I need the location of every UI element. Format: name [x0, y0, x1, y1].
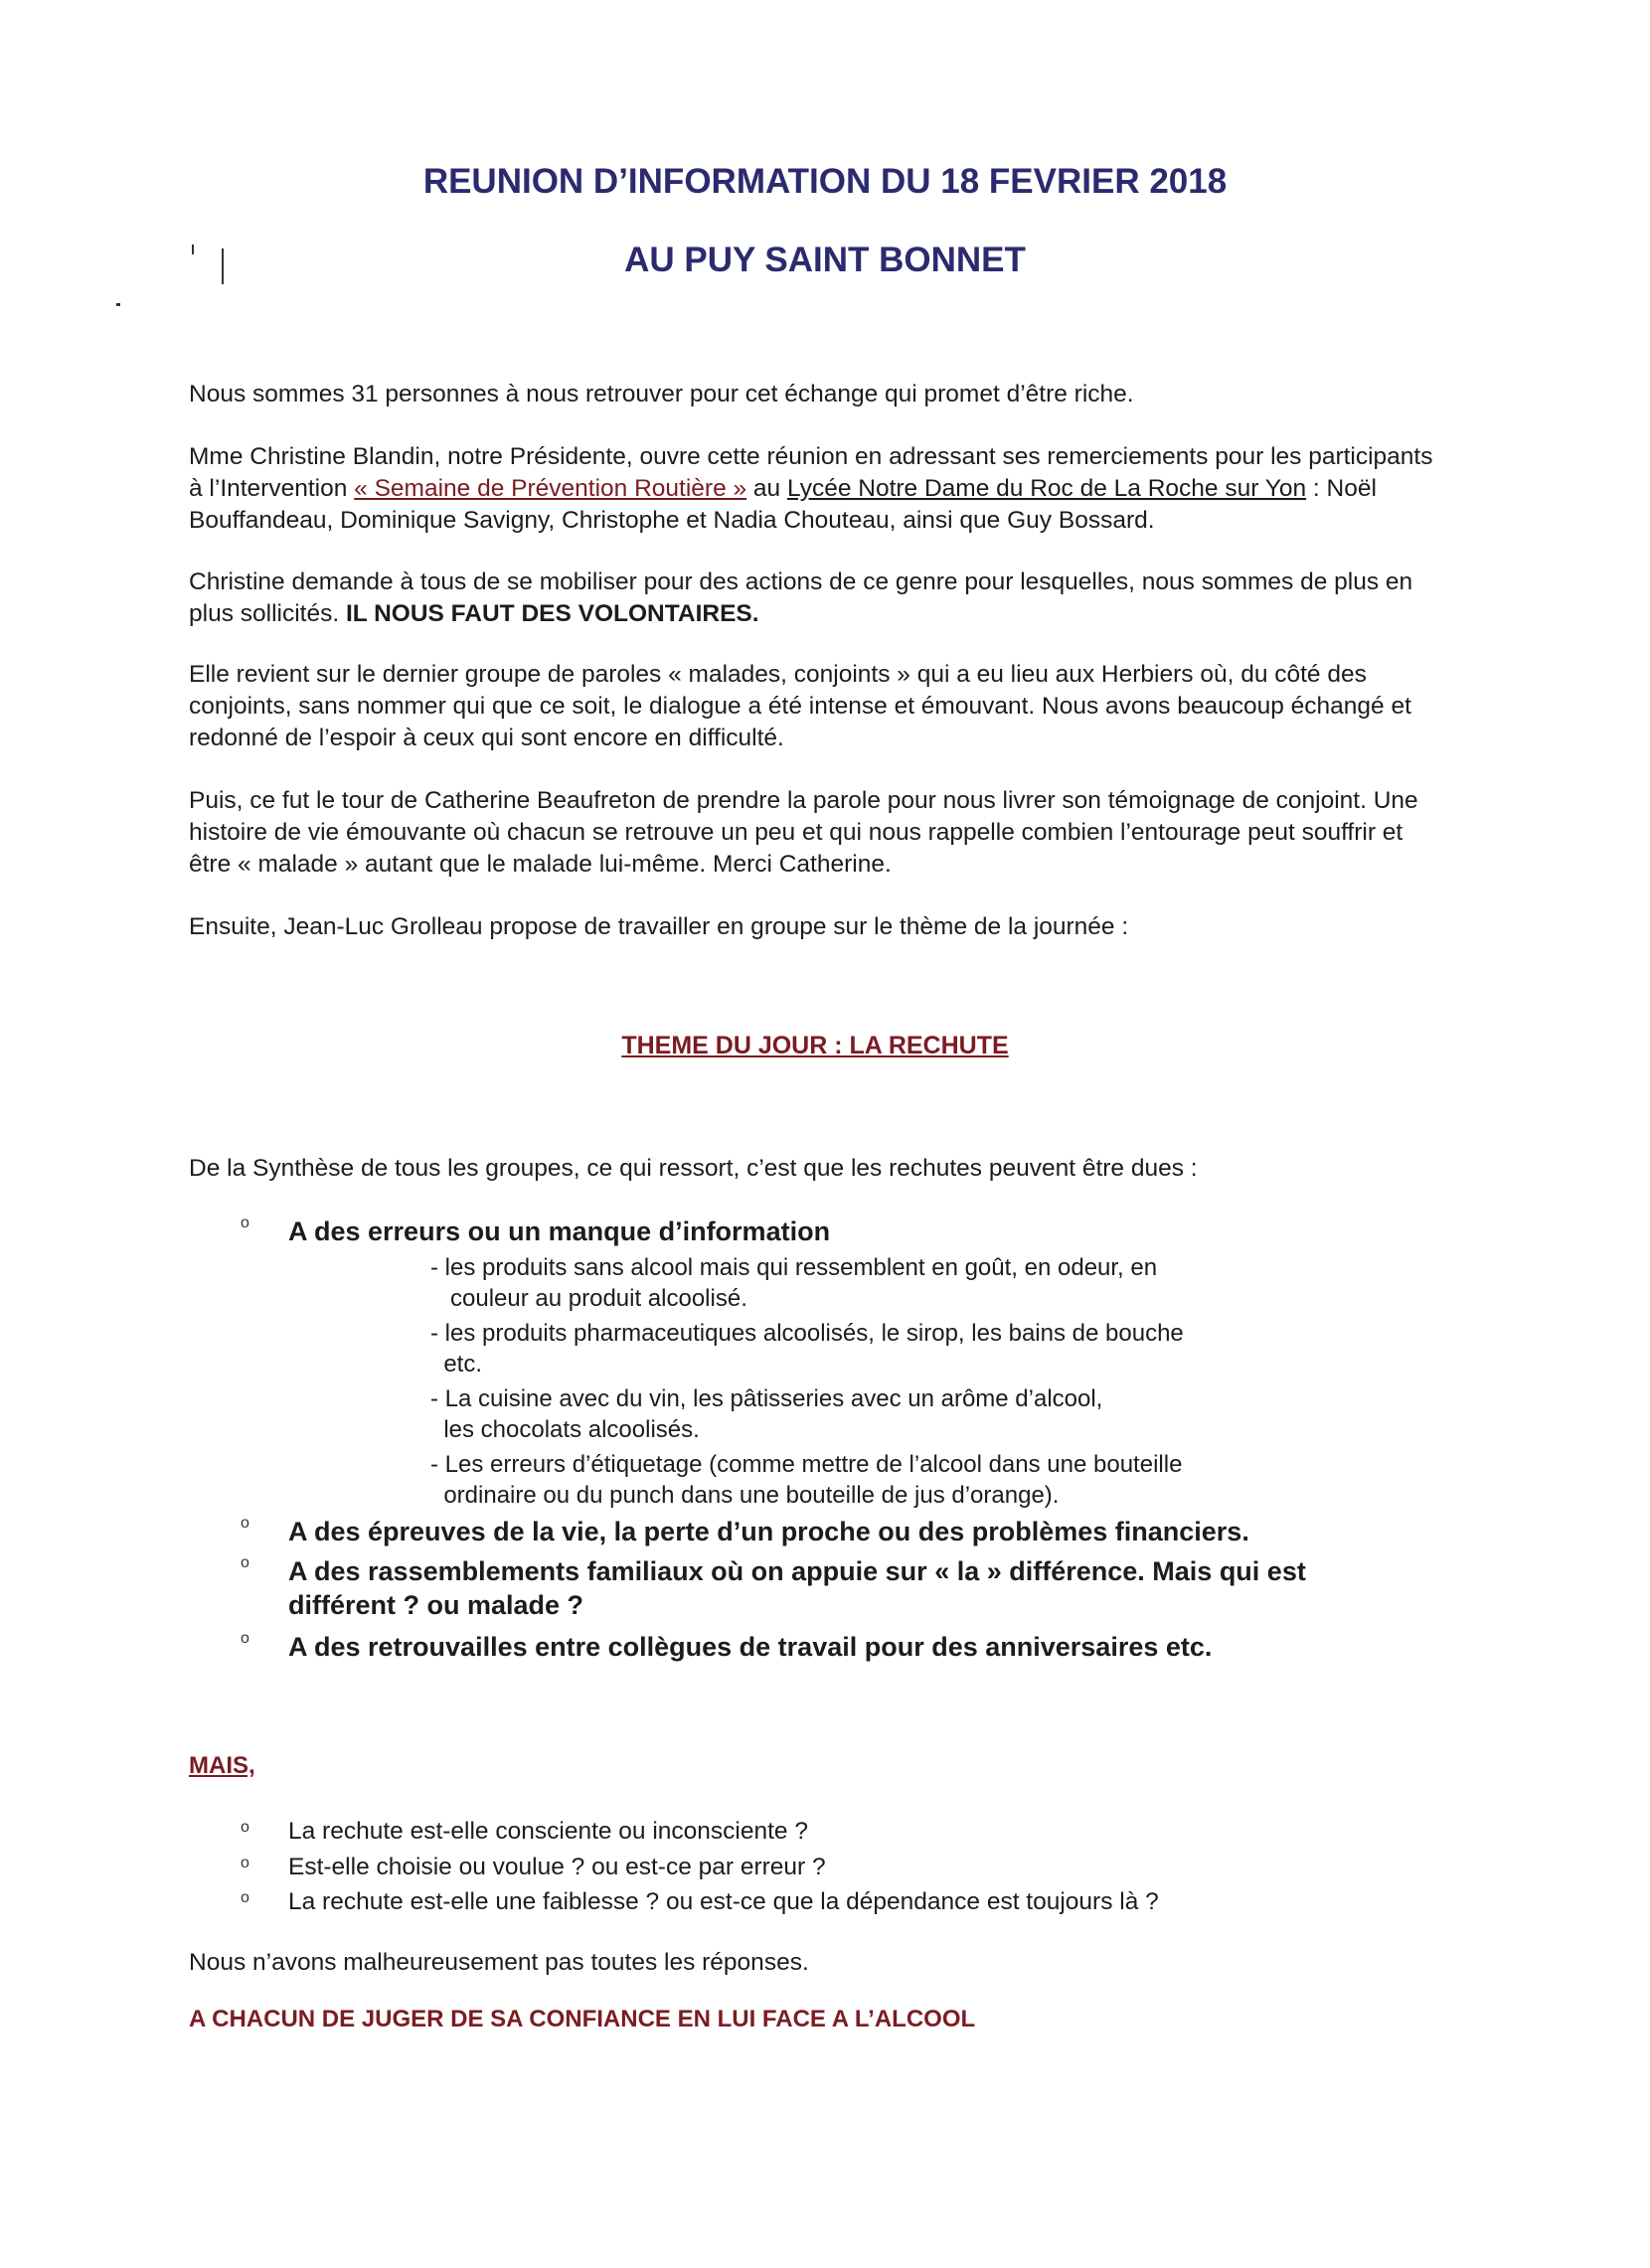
sub-item: etc. — [430, 1351, 483, 1377]
theme-heading: THEME DU JOUR : LA RECHUTE — [621, 1032, 1009, 1059]
question-item: La rechute est-elle consciente ou inconsciente ? — [288, 1818, 808, 1845]
sub-item: - les produits pharmaceutiques alcoolisés, le sirop, les bains de bouche — [430, 1320, 1184, 1347]
cause-item: A des erreurs ou un manque d’information — [288, 1216, 831, 1246]
bullet-icon: o — [241, 1515, 249, 1532]
synthesis-paragraph: De la Synthèse de tous les groupes, ce qui ressort, c’est que les rechutes peuvent être dues : — [189, 1155, 1198, 1182]
volunteers-text: Christine demande à tous de se mobiliser pour des actions de ce genre pour lesquelles, nous sommes de plus en plus sollicités. — [189, 568, 1413, 627]
closing-statement: A CHACUN DE JUGER DE SA CONFIANCE EN LUI FACE A L’ALCOOL — [189, 2006, 976, 2032]
bullet-icon: o — [241, 1554, 249, 1571]
thanks-end: : Noël Bouffandeau, Dominique Savigny, Christophe et Nadia Chouteau, ainsi que Guy Bossard. — [189, 475, 1377, 534]
volunteers-paragraph — [189, 567, 1451, 630]
intro-paragraph: Nous sommes 31 personnes à nous retrouver pour cet échange qui promet d’être riche. — [189, 381, 1134, 407]
bullet-icon: o — [241, 1855, 249, 1871]
no-answers-text: Nous n’avons malheureusement pas toutes les réponses. — [189, 1949, 809, 1976]
bullet-icon: o — [241, 1630, 249, 1647]
question-item: Est-elle choisie ou voulue ? ou est-ce par erreur ? — [288, 1854, 826, 1880]
bullet-icon: o — [241, 1819, 249, 1836]
cause-item: A des rassemblements familiaux où on appuie sur « la » différence. Mais qui est différent ? ou malade ? — [288, 1556, 1306, 1620]
page-subtitle: AU PUY SAINT BONNET — [624, 241, 1026, 279]
school-name: Lycée Notre Dame du Roc de La Roche sur Yon — [787, 475, 1307, 502]
sub-item: couleur au produit alcoolisé. — [430, 1285, 747, 1312]
bullet-icon: o — [241, 1215, 249, 1231]
sub-item: les chocolats alcoolisés. — [430, 1416, 700, 1443]
cause-item: A des épreuves de la vie, la perte d’un proche ou des problèmes financiers. — [288, 1517, 1249, 1546]
talk-group-paragraph: Elle revient sur le dernier groupe de paroles « malades, conjoints » qui a eu lieu aux Herbiers où, du côté des conjoints, sans nommer qui que ce soit, le dialogue a été intense et émouvant. Nous avons beaucoup échangé et redonné de l’espoir à ceux qui sont encore en difficulté. — [189, 661, 1411, 751]
thanks-mid: au — [746, 475, 787, 502]
scan-mark — [116, 303, 120, 306]
event-link[interactable]: « Semaine de Prévention Routière » — [354, 475, 747, 502]
thanks-paragraph — [189, 441, 1451, 537]
volunteers-emphasis: IL NOUS FAUT DES VOLONTAIRES. — [345, 600, 759, 627]
cause-item: A des retrouvailles entre collègues de travail pour des anniversaires etc. — [288, 1632, 1213, 1662]
thanks-intro: Mme Christine Blandin, notre Présidente, ouvre cette réunion en adressant ses remerciements pour les participants à l’Intervention — [189, 443, 1433, 502]
testimony-paragraph: Puis, ce fut le tour de Catherine Beaufreton de prendre la parole pour nous livrer son témoignage de conjoint. Une histoire de vie émouvante où chacun se retrouve un peu et qui nous rappelle combien l’entourage peut souffrir et être « malade » autant que le malade lui-même. Merci Catherine. — [189, 787, 1418, 878]
sub-item: ordinaire ou du punch dans une bouteille de jus d’orange). — [430, 1482, 1060, 1509]
sub-item: - La cuisine avec du vin, les pâtisseries avec un arôme d’alcool, — [430, 1385, 1103, 1412]
mais-heading: MAIS, — [189, 1752, 255, 1779]
bullet-icon: o — [241, 1889, 249, 1906]
page-title: REUNION D’INFORMATION DU 18 FEVRIER 2018 — [422, 162, 1228, 201]
sub-item: - les produits sans alcool mais qui ressemblent en goût, en odeur, en — [430, 1254, 1158, 1281]
workgroup-paragraph: Ensuite, Jean-Luc Grolleau propose de travailler en groupe sur le thème de la journée : — [189, 913, 1129, 940]
sub-item: - Les erreurs d’étiquetage (comme mettre de l’alcool dans une bouteille — [430, 1451, 1183, 1478]
question-item: La rechute est-elle une faiblesse ? ou est-ce que la dépendance est toujours là ? — [288, 1888, 1159, 1915]
